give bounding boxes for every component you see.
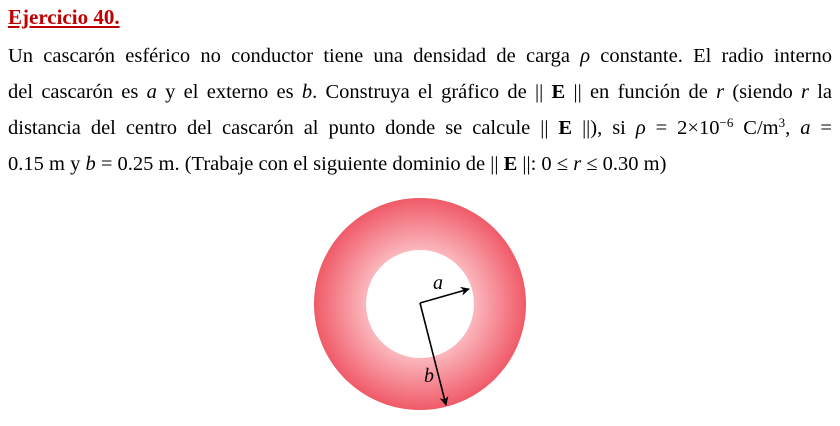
statement-line-4: [8, 146, 832, 182]
exponent: 3: [778, 115, 786, 130]
text: distancia del centro del cascarón al punto donde se calcule ||: [8, 117, 559, 139]
var-a: a: [146, 81, 157, 103]
var-a: a: [800, 117, 811, 139]
text: y el externo es: [156, 81, 302, 103]
var-b: b: [301, 81, 313, 103]
text: ||: 0 ≤: [517, 153, 574, 175]
statement-line-1: [8, 38, 832, 74]
text: la: [808, 81, 833, 103]
vector-E: E: [503, 153, 518, 175]
text: =: [810, 117, 832, 139]
text: ≤ 0.30 m): [581, 153, 667, 175]
statement-line-3: [8, 110, 832, 146]
text: constante. El radio interno: [590, 45, 832, 67]
text: . Construya el gráfico de ||: [312, 81, 552, 103]
text: C/m: [733, 117, 779, 139]
text: || en función de: [565, 81, 717, 103]
var-r: r: [716, 81, 725, 103]
exponent: −6: [719, 115, 734, 130]
text: = 2×10: [645, 117, 720, 139]
vector-E: E: [551, 81, 566, 103]
problem-statement: [8, 38, 832, 182]
var-r: r: [573, 153, 582, 175]
spherical-shell-figure: [312, 196, 528, 412]
var-r: r: [800, 81, 809, 103]
label-a: a: [433, 272, 443, 294]
text: ,: [785, 117, 801, 139]
label-b: b: [424, 365, 434, 387]
vector-E: E: [558, 117, 573, 139]
text: del cascarón es: [8, 81, 147, 103]
statement-line-2: [8, 74, 832, 110]
rho-symbol: ρ: [635, 117, 646, 139]
text: 0.15 m y: [8, 153, 86, 175]
rho-symbol: ρ: [580, 45, 591, 67]
text: ||), si: [572, 117, 636, 139]
text: Un cascarón esférico no conductor tiene una densidad de carga: [8, 45, 581, 67]
exercise-title: Ejercicio 40.: [8, 5, 120, 29]
text: (siendo: [724, 81, 801, 103]
text: = 0.25 m. (Trabaje con el siguiente dominio de ||: [95, 153, 504, 175]
var-b: b: [85, 153, 96, 175]
